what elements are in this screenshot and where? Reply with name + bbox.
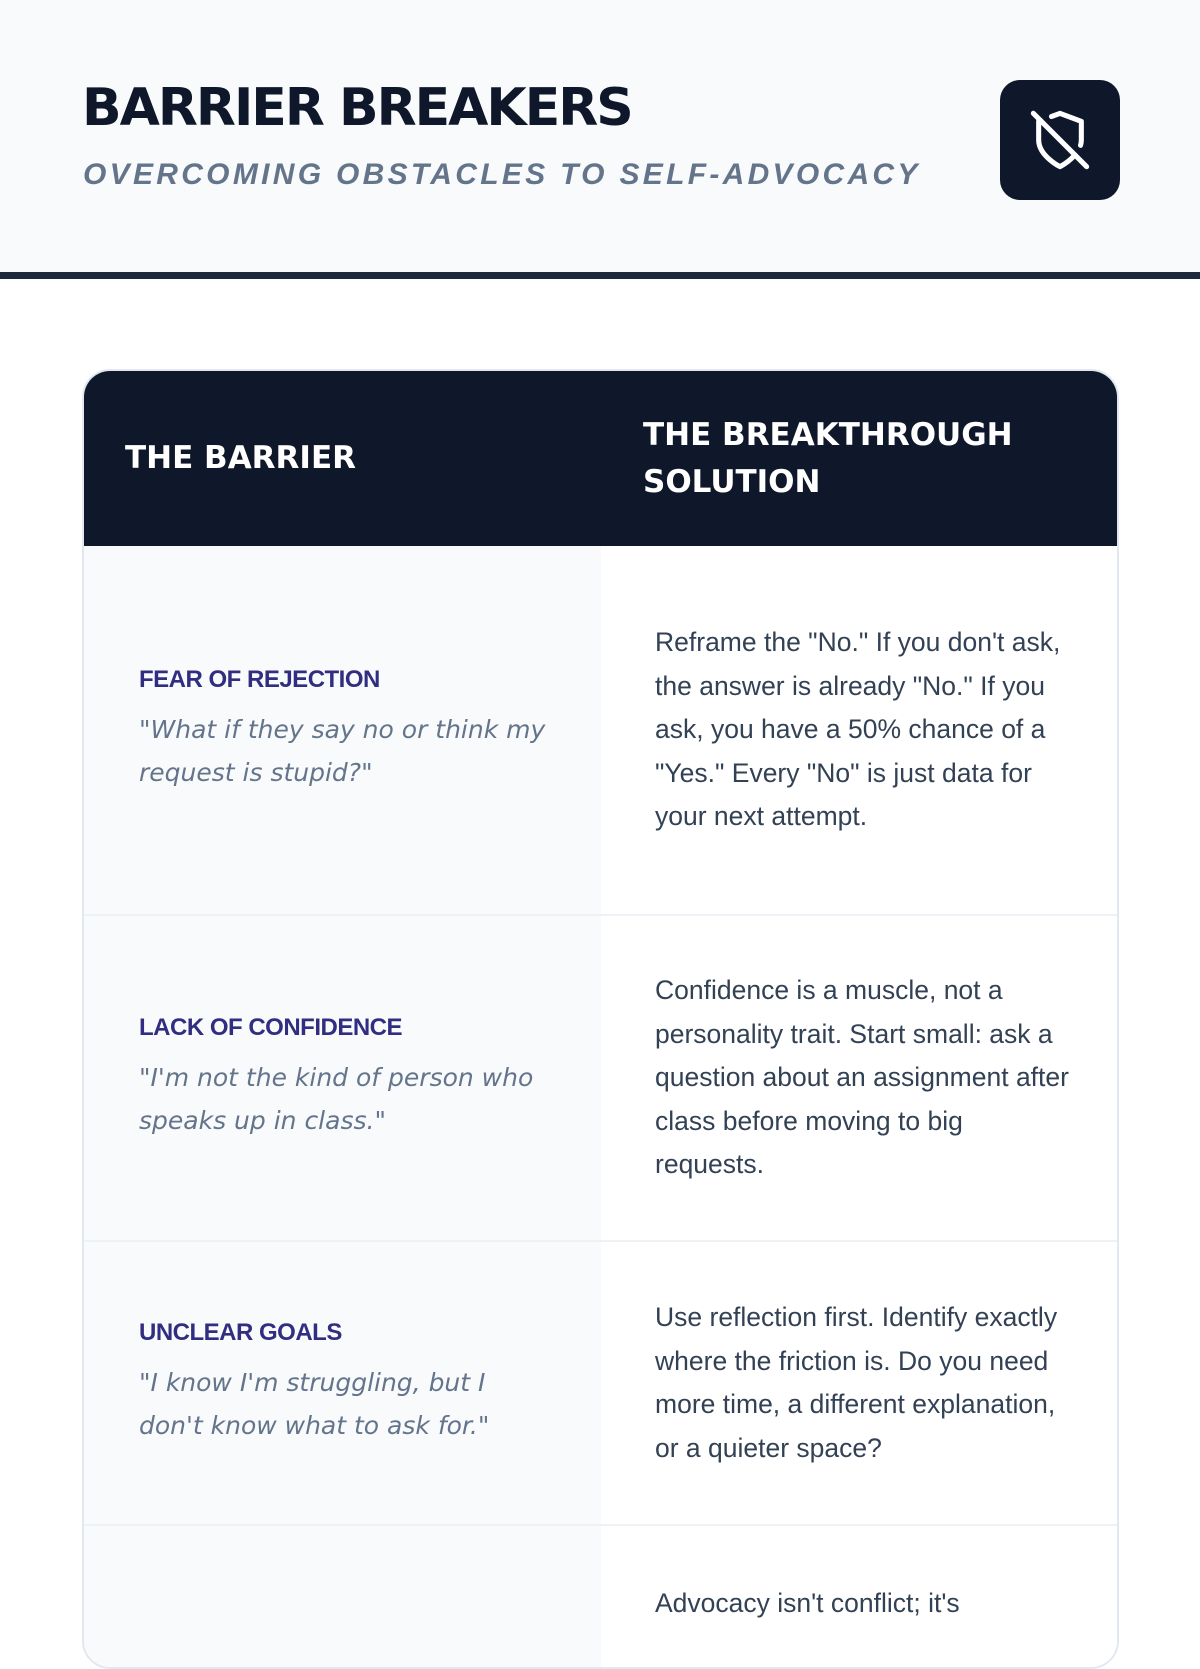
solution-text: Confidence is a muscle, not a personality trait. Start small: ask a question about an assignment after class before moving to big requests. — [655, 975, 1069, 1180]
solution-cell — [601, 916, 1117, 1240]
barrier-name: FEAR OF REJECTION — [139, 666, 380, 693]
table-row — [84, 916, 1117, 1242]
barrier-name: UNCLEAR GOALS — [139, 1319, 342, 1346]
column-header-barrier: THE BARRIER — [125, 440, 357, 476]
shield-off-icon — [1028, 108, 1092, 172]
table-row — [84, 1242, 1117, 1526]
barrier-cell — [84, 1526, 601, 1669]
solution-text: Advocacy isn't conflict; it's — [655, 1588, 960, 1618]
barrier-cell — [84, 546, 601, 914]
solution-text: Use reflection first. Identify exactly where the friction is. Do you need more time, a different explanation, or a quieter space? — [655, 1302, 1058, 1463]
shield-button[interactable] — [1000, 80, 1120, 200]
barrier-name: LACK OF CONFIDENCE — [139, 1014, 402, 1041]
barrier-quote: "I know I'm struggling, but I don't know what to ask for." — [139, 1368, 490, 1440]
solution-cell — [601, 1242, 1117, 1524]
page-header — [0, 0, 1200, 279]
table-row — [84, 546, 1117, 916]
solution-text: Reframe the "No." If you don't ask, the answer is already "No." If you ask, you have a 50% chance of a "Yes." Every "No" is just data for your next attempt. — [655, 627, 1061, 832]
solution-cell — [601, 1526, 1117, 1669]
barrier-quote: "What if they say no or think my request is stupid?" — [139, 715, 546, 787]
table-header — [84, 371, 1117, 546]
page-title: BARRIER BREAKERS — [82, 78, 632, 138]
barrier-quote: "I'm not the kind of person who speaks up in class." — [139, 1063, 534, 1135]
table-row — [84, 1526, 1117, 1669]
barrier-cell — [84, 1242, 601, 1524]
barrier-cell — [84, 916, 601, 1240]
barrier-table — [82, 369, 1119, 1669]
page-subtitle: OVERCOMING OBSTACLES TO SELF-ADVOCACY — [83, 158, 921, 191]
column-header-solution: THE BREAKTHROUGH SOLUTION — [643, 416, 1013, 500]
solution-cell — [601, 546, 1117, 914]
